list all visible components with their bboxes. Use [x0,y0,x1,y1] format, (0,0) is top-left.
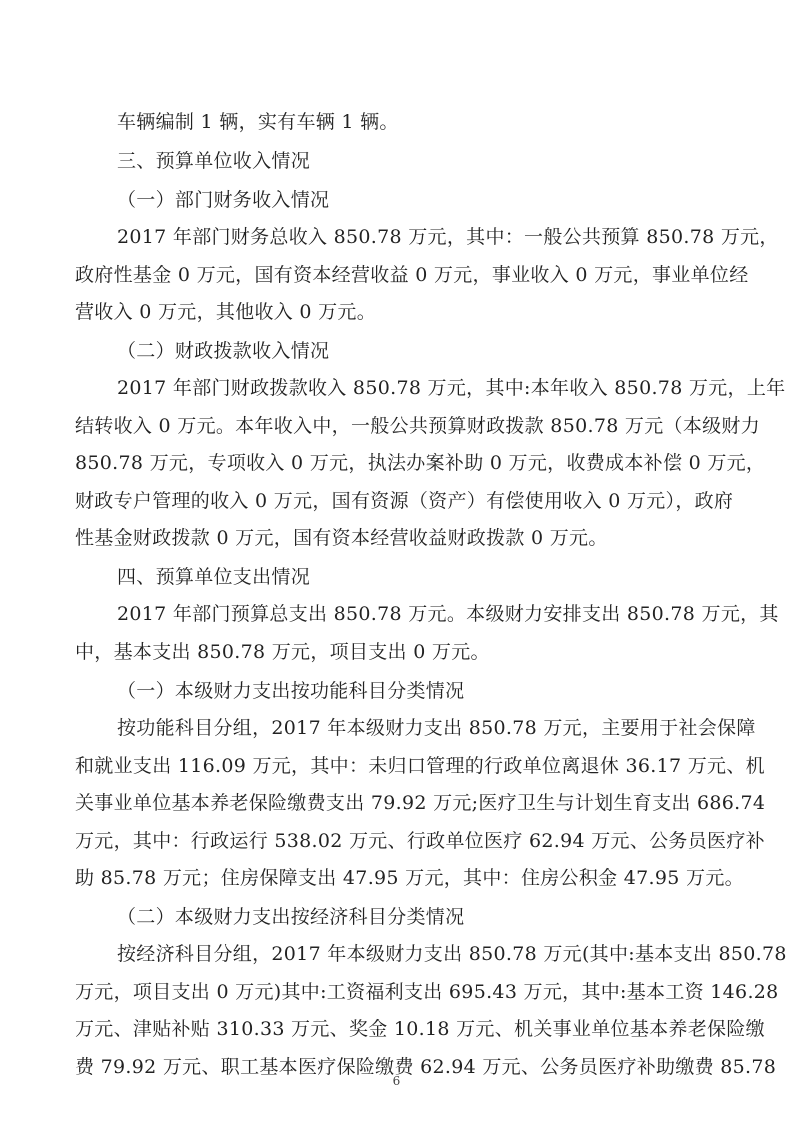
text-line: 性基金财政拨款 0 万元，国有资本经营收益财政拨款 0 万元。 [75,527,608,549]
text-line: 万元、津贴补贴 310.33 万元、奖金 10.18 万元、机关事业单位基本养老保险缴 [75,1018,765,1040]
text-line: 2017 年部门财务总收入 850.78 万元，其中：一般公共预算 850.78 万元， [117,226,779,248]
text-line: 政府性基金 0 万元，国有资本经营收益 0 万元，事业收入 0 万元，事业单位经 [75,264,749,286]
page-number: 6 [392,1074,401,1088]
text-line: 按经济科目分组，2017 年本级财力支出 850.78 万元(其中:基本支出 850.78 [117,943,787,965]
text-line: 财政专户管理的收入 0 万元，国有资源（资产）有偿使用收入 0 万元），政府 [75,490,734,512]
text-line: 助 85.78 万元；住房保障支出 47.95 万元，其中：住房公积金 47.95 万元。 [75,867,744,889]
text-line: 850.78 万元，专项收入 0 万元，执法办案补助 0 万元，收费成本补偿 0 万元， [75,452,766,474]
subsection-heading: （一）部门财务收入情况 [117,189,330,211]
text-line: 和就业支出 116.09 万元，其中：未归口管理的行政单位离退休 36.17 万元、机 [75,755,765,777]
text-line: 营收入 0 万元，其他收入 0 万元。 [75,301,377,323]
section-heading: 四、预算单位支出情况 [117,566,311,588]
subsection-heading: （一）本级财力支出按功能科目分类情况 [117,680,465,702]
text-line: 万元，项目支出 0 万元)其中:工资福利支出 695.43 万元，其中:基本工资 146.28 [75,981,779,1003]
section-heading: 三、预算单位收入情况 [117,150,311,172]
subsection-heading: （二）财政拨款收入情况 [117,340,330,362]
text-line: 2017 年部门财政拨款收入 850.78 万元，其中:本年收入 850.78 万元，上年 [117,377,786,399]
text-line: 关事业单位基本养老保险缴费支出 79.92 万元;医疗卫生与计划生育支出 686.74 [75,792,766,814]
text-line: 费 79.92 万元、职工基本医疗保险缴费 62.94 万元、公务员医疗补助缴费 85.78 [75,1056,777,1078]
subsection-heading: （二）本级财力支出按经济科目分类情况 [117,906,465,928]
text-line: 2017 年部门预算总支出 850.78 万元。本级财力安排支出 850.78 万元，其 [117,603,779,625]
text-line: 万元，其中：行政运行 538.02 万元、行政单位医疗 62.94 万元、公务员医疗补 [75,830,765,852]
text-line: 中，基本支出 850.78 万元，项目支出 0 万元。 [75,641,490,663]
text-line: 结转收入 0 万元。本年收入中，一般公共预算财政拨款 850.78 万元（本级财力 [75,415,761,437]
text-line: 按功能科目分组，2017 年本级财力支出 850.78 万元，主要用于社会保障 [117,717,756,739]
text-line: 车辆编制 1 辆，实有车辆 1 辆。 [117,111,399,133]
